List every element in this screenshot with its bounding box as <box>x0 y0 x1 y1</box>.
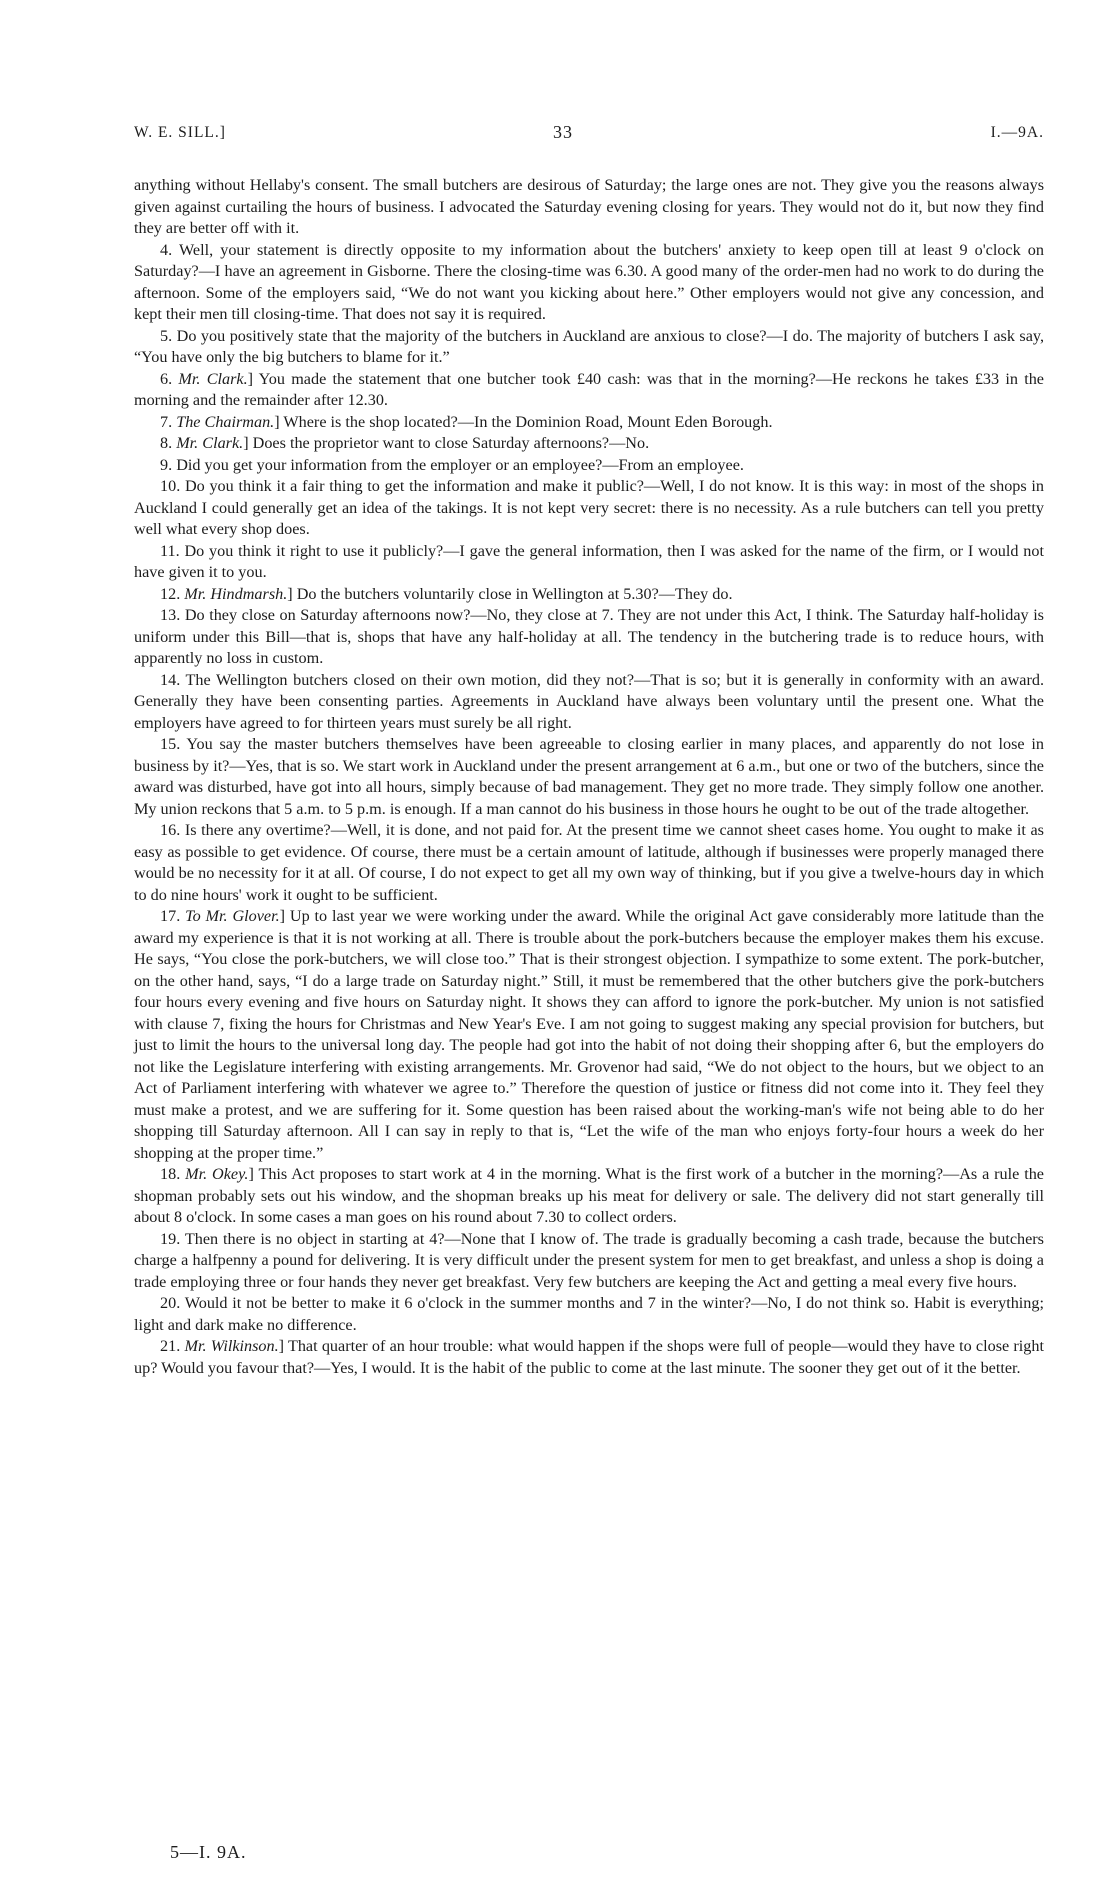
speaker-name: The Chairman. <box>176 412 275 431</box>
question-4: 4. Well, your statement is directly opposite to my information about the butchers' anxiety to keep open till at least 9 o'clock on Saturday?—I have an agreement in Gisborne. There the closing-time was 6.30. A good many of the order-men had no work to do during the afternoon. Some of the employers said, “We do not want you kicking about here.” Other employers would not give any concession, and kept their men till closing-time. That does not say it is required. <box>134 240 1044 323</box>
question-13: 13. Do they close on Saturday afternoons now?—No, they close at 7. They are not under this Act, I think. The Saturday half-holiday is uniform under this Bill—that is, shops that have any half-holiday at all. The tendency in the butchering trade is to reduce hours, with apparently no loss in custom. <box>134 606 1044 667</box>
question-18: 18. Mr. Okey.] This Act proposes to start work at 4 in the morning. What is the first work of a butcher in the morning?—As a rule the shopman probably sets out his window, and the shopman breaks up his meat for delivery or sale. The delivery did not start generally till about 8 o'clock. In some cases a man goes on his round about 7.30 to collect orders. <box>134 1165 1044 1226</box>
speaker-name: Mr. Clark. <box>178 369 248 388</box>
question-6: 6. Mr. Clark.] You made the statement that one butcher took £40 cash: was that in the morning?—He reckons he takes £33 in the morning and the remainder after 12.30. <box>134 369 1044 409</box>
question-14: 14. The Wellington butchers closed on their own motion, did they not?—That is so; but it is generally in conformity with an award. Generally they have been consenting parties. Agreements in Auckland have always been voluntary until the present one. What the employers have agreed to for thirteen years must surely be all right. <box>134 670 1044 732</box>
question-17: 17. To Mr. Glover.] Up to last year we were working under the award. While the original Act gave considerably more latitude than the award my experience is that it is not working at all. There is trouble about the pork-butchers because the employer makes them his excuse. He says, “You close the pork-butchers, we will close too.” That is their strongest objection. I sympathize to some extent. The pork-butcher, on the other hand, says, “I do a large trade on Saturday night.” Still, it must be remembered that the other butchers give the pork-butchers four hours every evening and five hours on Saturday night. It shows they can afford to ignore the pork-butcher. My union is not satisfied with clause 7, fixing the hours for Christmas and New Year's Eve. I am not going to suggest making any special provision for butchers, but just to limit the hours to the universal long day. The people had got into the habit of not doing their shopping after 6, but the employers do not like the Legislature interfering with existing arrangements. Mr. Grovenor had said, “We do not object to the hours, but we object to an Act of Parliament interfering with whatever we agree to.” Therefore the question of justice or fitness did not come into it. They feel they must make a protest, and we are suffering for it. Some question has been raised about the working-man's wife not being able to do her shopping till Saturday afternoon. All I can say in reply to that is, “Let the wife of the man who enjoys forty-four hours a week do her shopping at the proper time.” <box>134 907 1044 1162</box>
speaker-name: Mr. Wilkinson. <box>184 1337 279 1355</box>
speaker-name: To Mr. Glover. <box>185 907 280 925</box>
question-15: 15. You say the master butchers themselves have been agreeable to closing earlier in many places, and apparently do not lose in business by it?—Yes, that is so. We start work in Auckland under the present arrangement at 6 a.m., but one or two of the butchers, since the award was disturbed, have got into all hours, simply because of bad management. They get no more trade. They simply follow one another. My union reckons that 5 a.m. to 5 p.m. is enough. If a man cannot do his business in those hours he ought to be out of the trade altogether. <box>134 735 1044 818</box>
question-12: 12. Mr. Hindmarsh.] Do the butchers voluntarily close in Wellington at 5.30?—They do. <box>160 584 733 603</box>
speaker-name: Mr. Hindmarsh. <box>184 584 288 603</box>
question-19: 19. Then there is no object in starting at 4?—None that I know of. The trade is gradually becoming a cash trade, because the butchers charge a halfpenny a pound for delivering. It is very difficult under the present system for men to get breakfast, and unless a shop is doing a trade employing three or four hands they never get breakfast. Very few butchers are keeping the Act and getting a meal every five hours. <box>134 1229 1044 1291</box>
question-8: 8. Mr. Clark.] Does the proprietor want to close Saturday afternoons?—No. <box>160 434 650 452</box>
speaker-name: Mr. Okey. <box>185 1165 249 1183</box>
signature-mark: 5—I. 9A. <box>170 1842 247 1862</box>
body-text <box>134 175 1044 1379</box>
page-number: 33 <box>553 122 573 142</box>
paper-reference: I.—9A. <box>990 124 1044 141</box>
question-10: 10. Do you think it a fair thing to get the information and make it public?—Well, I do not know. It is this way: in most of the shops in Auckland I could generally get an idea of the takings. It is not kept very secret: there is no necessity. As a rule butchers can tell you pretty well what every shop does. <box>134 477 1044 538</box>
question-7: 7. The Chairman.] Where is the shop located?—In the Dominion Road, Mount Eden Borough. <box>160 412 773 431</box>
question-5: 5. Do you positively state that the majority of the butchers in Auckland are anxious to close?—I do. The majority of butchers I ask say, “You have only the big butchers to blame for it.” <box>134 326 1044 366</box>
question-9: 9. Did you get your information from the employer or an employee?—From an employee. <box>160 455 744 474</box>
witness-name: W. E. SILL.] <box>134 124 226 141</box>
speaker-name: Mr. Clark. <box>176 434 244 452</box>
question-11: 11. Do you think it right to use it publicly?—I gave the general information, then I was asked for the name of the firm, or I would not have given it to you. <box>134 541 1044 581</box>
question-20: 20. Would it not be better to make it 6 o'clock in the summer months and 7 in the winter?—No, I do not think so. Habit is everything; light and dark make no difference. <box>134 1294 1044 1334</box>
page-header <box>134 124 1044 154</box>
question-21: 21. Mr. Wilkinson.] That quarter of an hour trouble: what would happen if the shops were full of people—would they have to close right up? Would you favour that?—Yes, I would. It is the habit of the public to come at the last minute. The sooner they get out of it the better. <box>134 1337 1044 1377</box>
paragraph-continued: anything without Hellaby's consent. The small butchers are desirous of Saturday; the large ones are not. They give you the reasons always given against curtailing the hours of business. I advocated the Saturday evening closing for years. They would not do it, but now they find they are better off with it. <box>134 176 1044 237</box>
question-16: 16. Is there any overtime?—Well, it is done, and not paid for. At the present time we cannot sheet cases home. You ought to make it as easy as possible to get evidence. Of course, there must be a certain amount of latitude, although if businesses were properly managed there would be no necessity for it at all. Of course, I do not expect to get all my own way of thinking, but if you give a twelve-hours day in which to do nine hours' work it ought to be sufficient. <box>134 821 1044 904</box>
